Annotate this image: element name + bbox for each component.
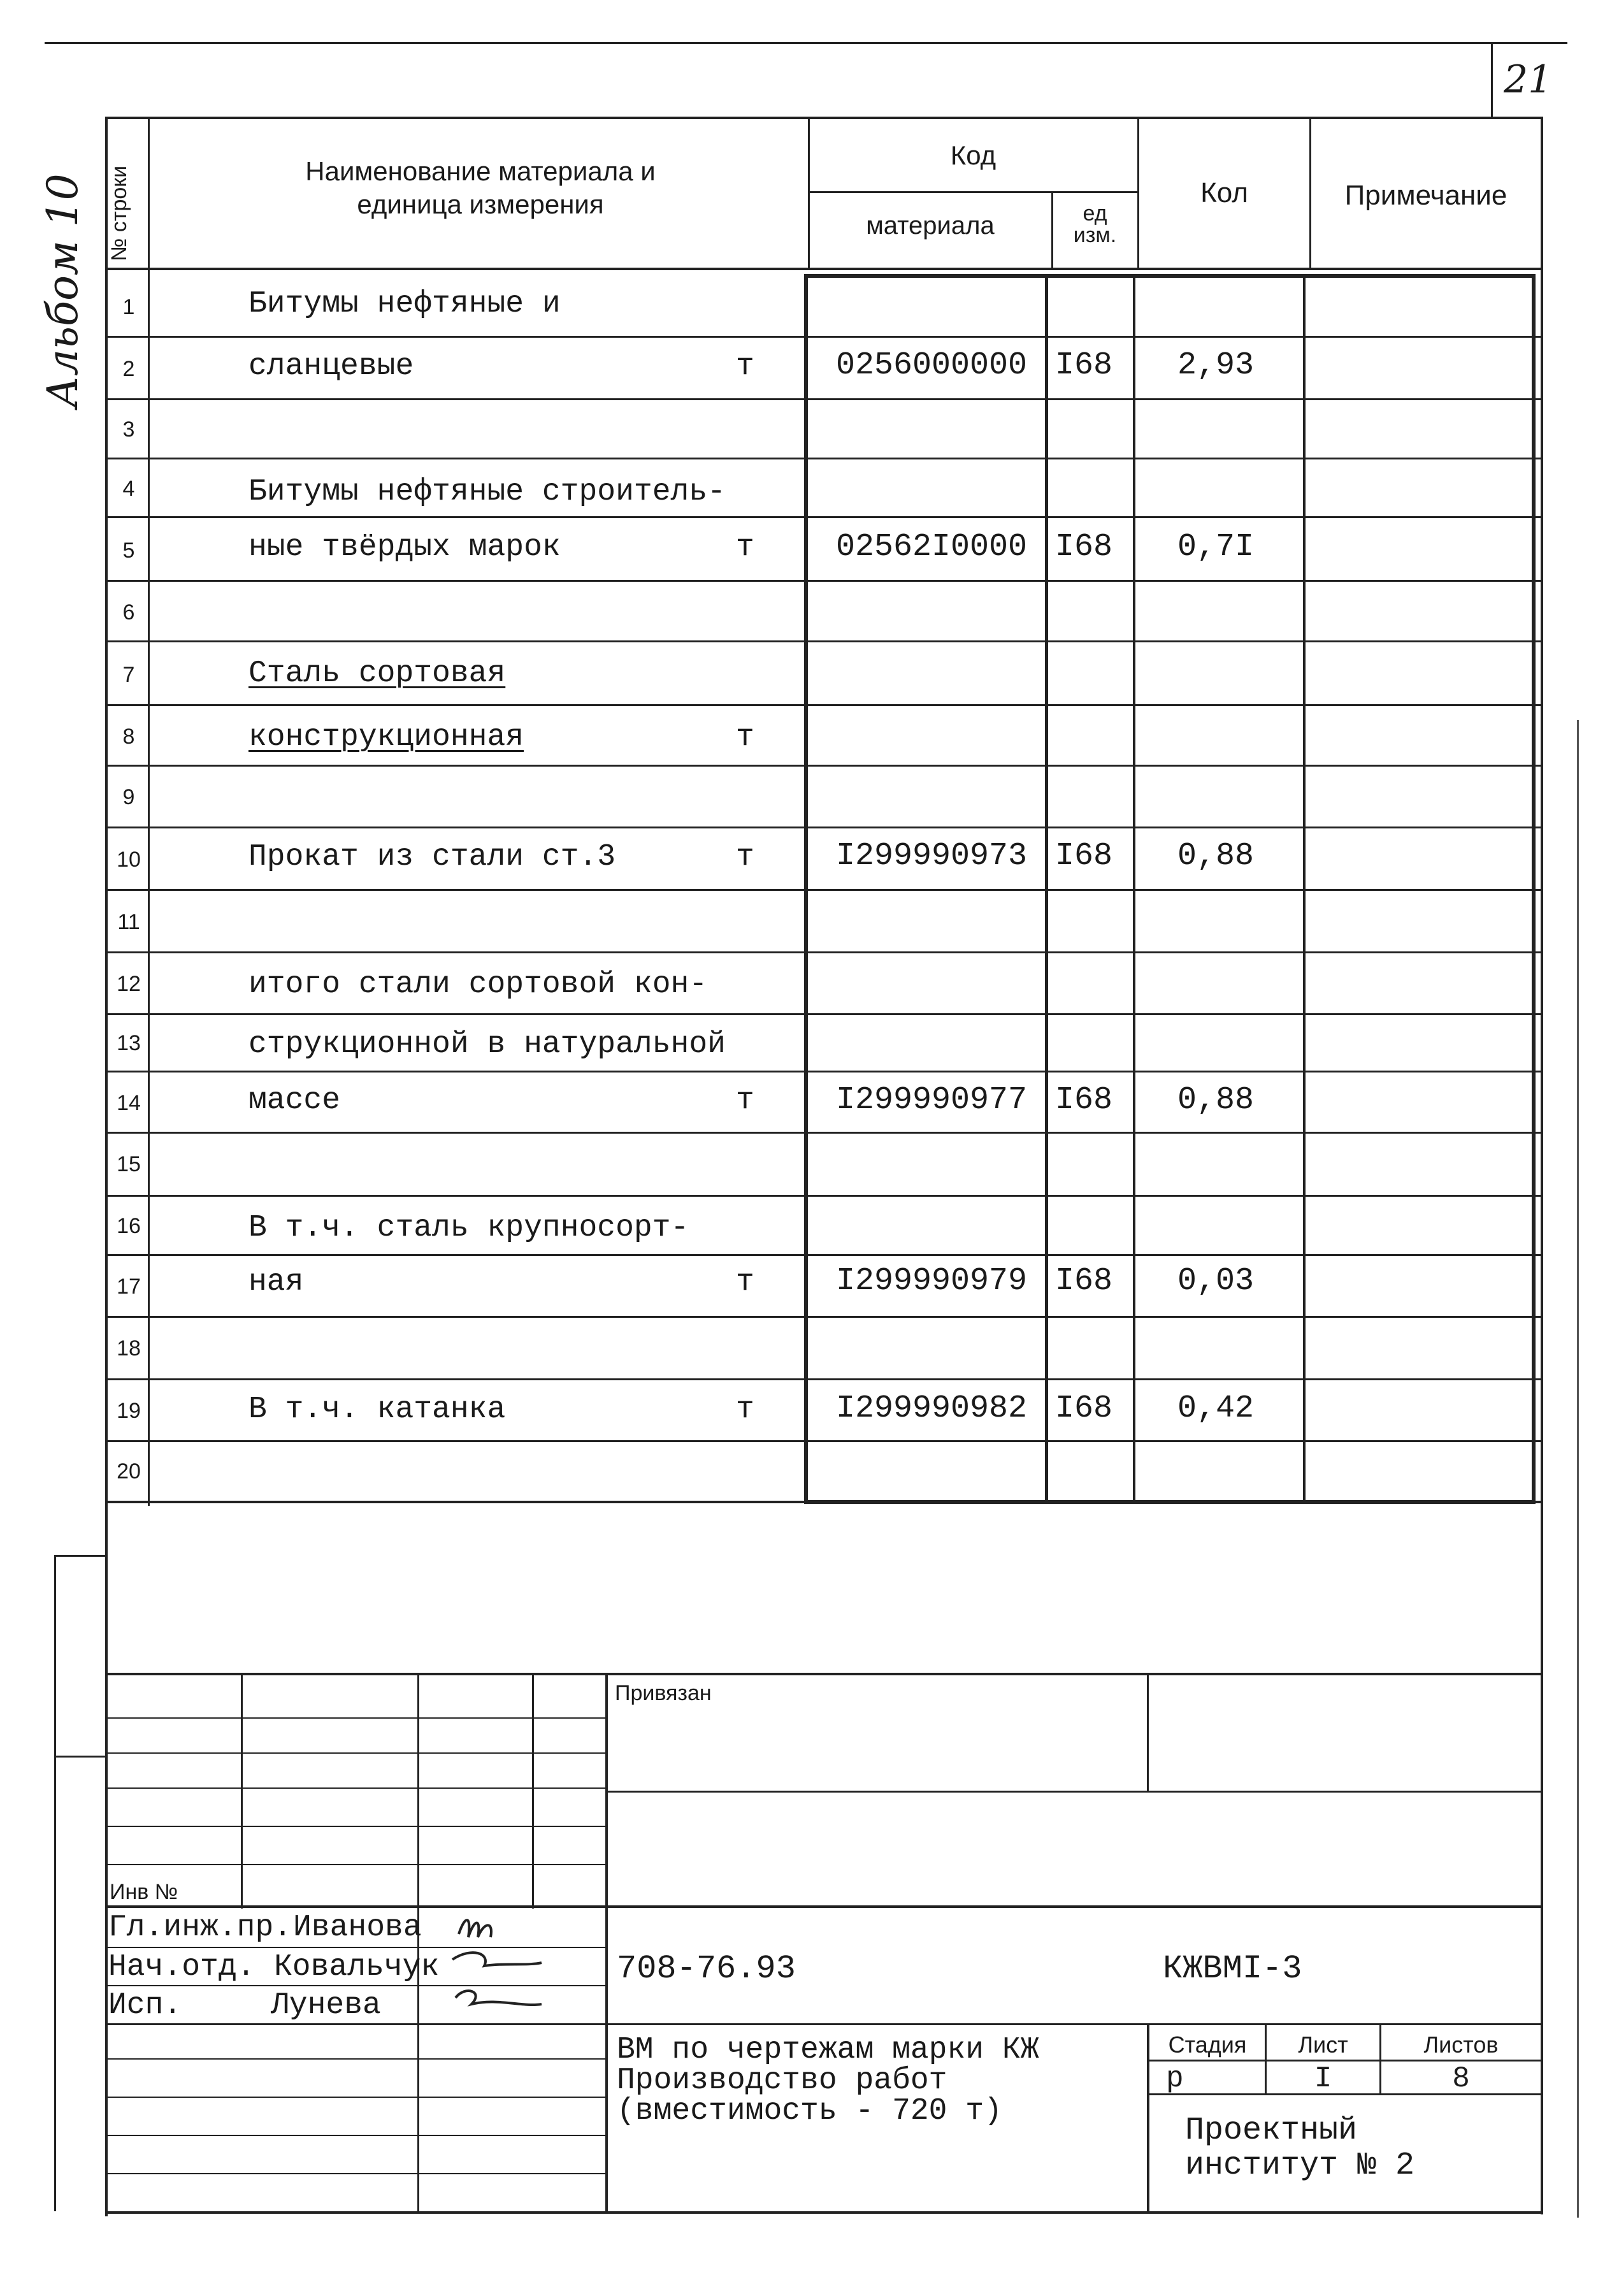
quantity: 0,88 [1177, 1082, 1255, 1118]
sheets-value: 8 [1452, 2062, 1470, 2095]
material-unit: т [736, 1083, 754, 1118]
row-number: 6 [122, 600, 135, 625]
stage-label: Стадия [1168, 2032, 1247, 2058]
header-code-unit-1: ед [1083, 201, 1107, 226]
document-number: 708-76.93 [617, 1950, 796, 1988]
row-number: 14 [117, 1091, 141, 1115]
material-unit: т [736, 1265, 754, 1299]
row-number: 2 [122, 357, 135, 381]
material-group-title: Сталь сортовая [248, 656, 506, 691]
album-label: Альбом 10 [38, 173, 87, 408]
signature-role: Исп. [108, 1988, 182, 2023]
sheets-label: Листов [1423, 2032, 1499, 2058]
quantity: 0,03 [1177, 1263, 1255, 1299]
page-number: 21 [1504, 57, 1553, 102]
material-name: струкционной в натуральной [248, 1027, 726, 1062]
material-unit: т [736, 1392, 754, 1427]
description-line: ВМ по чертежам марки КЖ [617, 2033, 1039, 2067]
scan-margin-line [1577, 720, 1579, 2218]
header-name-line2: единица измерения [357, 189, 604, 219]
quantity: 0,88 [1177, 838, 1255, 874]
material-name: ная [248, 1265, 304, 1299]
unit-code: I68 [1055, 1082, 1113, 1118]
page-number-divider [1491, 42, 1493, 119]
row-number: 15 [117, 1152, 141, 1176]
row-number: 1 [122, 295, 135, 319]
signature-role: Гл.инж.пр. [108, 1910, 292, 1945]
row-number: 16 [117, 1214, 141, 1238]
material-name: Битумы нефтяные строитель- [248, 475, 726, 509]
material-unit: т [736, 720, 754, 755]
material-unit: т [736, 530, 754, 565]
signature-role: Нач.отд. [108, 1950, 255, 1984]
handwritten-signatures [446, 1902, 567, 2017]
unit-code: I68 [1055, 1263, 1113, 1299]
row-number: 5 [122, 538, 135, 563]
row-number: 8 [122, 725, 135, 749]
row-number: 9 [122, 785, 135, 809]
material-name: Битумы нефтяные и [248, 287, 561, 321]
organization-line: Проектный [1185, 2112, 1358, 2149]
inventory-number-label: Инв № [110, 1880, 178, 1904]
material-name: массе [248, 1083, 341, 1118]
signature-name: Лунева [271, 1988, 381, 2023]
row-number: 18 [117, 1336, 141, 1361]
description-line: (вместимость - 720 т) [617, 2094, 1002, 2128]
sheet-value: I [1314, 2062, 1332, 2095]
material-name: сланцевые [248, 349, 414, 384]
material-code: 0256000000 [836, 347, 1028, 384]
material-code: I299990982 [836, 1390, 1028, 1427]
document-code: КЖВМI-3 [1163, 1950, 1302, 1988]
material-code: I299990973 [836, 838, 1028, 874]
unit-code: I68 [1055, 529, 1113, 565]
quantity: 0,7I [1177, 529, 1255, 565]
header-code-material: материала [866, 212, 995, 240]
organization-line: институт № 2 [1185, 2148, 1415, 2184]
quantity: 2,93 [1177, 347, 1255, 384]
description-line: Производство работ [617, 2063, 947, 2098]
material-code: 02562I0000 [836, 529, 1028, 565]
signature-name: Ковальчук [274, 1950, 440, 1984]
material-unit: т [736, 349, 754, 384]
sheet-label: Лист [1298, 2032, 1348, 2058]
header-code-unit-2: изм. [1073, 223, 1117, 247]
row-number: 19 [117, 1399, 141, 1423]
signature-name: Иванова [293, 1910, 422, 1945]
privyazan-label: Привязан [615, 1681, 712, 1705]
row-number: 3 [122, 417, 135, 442]
material-code: I299990977 [836, 1082, 1028, 1118]
quantity: 0,42 [1177, 1390, 1255, 1427]
header-row-no: № строки [107, 165, 131, 261]
material-name: итого стали сортовой кон- [248, 967, 708, 1002]
row-number: 11 [117, 910, 140, 934]
unit-code: I68 [1055, 347, 1113, 384]
material-group-title: конструкционная [248, 720, 524, 755]
row-number: 13 [117, 1031, 141, 1055]
material-name: Прокат из стали ст.3 [248, 840, 616, 874]
header-name-line1: Наименование материала и [305, 156, 656, 186]
material-name: ные твёрдых марок [248, 530, 561, 565]
unit-code: I68 [1055, 1390, 1113, 1427]
stage-value: р [1166, 2062, 1184, 2095]
row-number: 10 [117, 848, 141, 872]
row-number: 20 [117, 1459, 141, 1484]
row-number: 4 [122, 477, 135, 501]
row-number: 17 [117, 1274, 141, 1299]
header-code: Код [950, 140, 997, 170]
top-rule [45, 42, 1567, 44]
row-number: 12 [117, 972, 141, 996]
header-qty: Кол [1200, 177, 1248, 208]
unit-code: I68 [1055, 838, 1113, 874]
header-note: Примечание [1344, 180, 1507, 211]
material-name: В т.ч. катанка [248, 1392, 506, 1427]
row-number: 7 [122, 663, 135, 687]
material-name: В т.ч. сталь крупносорт- [248, 1211, 689, 1245]
material-unit: т [736, 840, 754, 874]
material-code: I299990979 [836, 1263, 1028, 1299]
